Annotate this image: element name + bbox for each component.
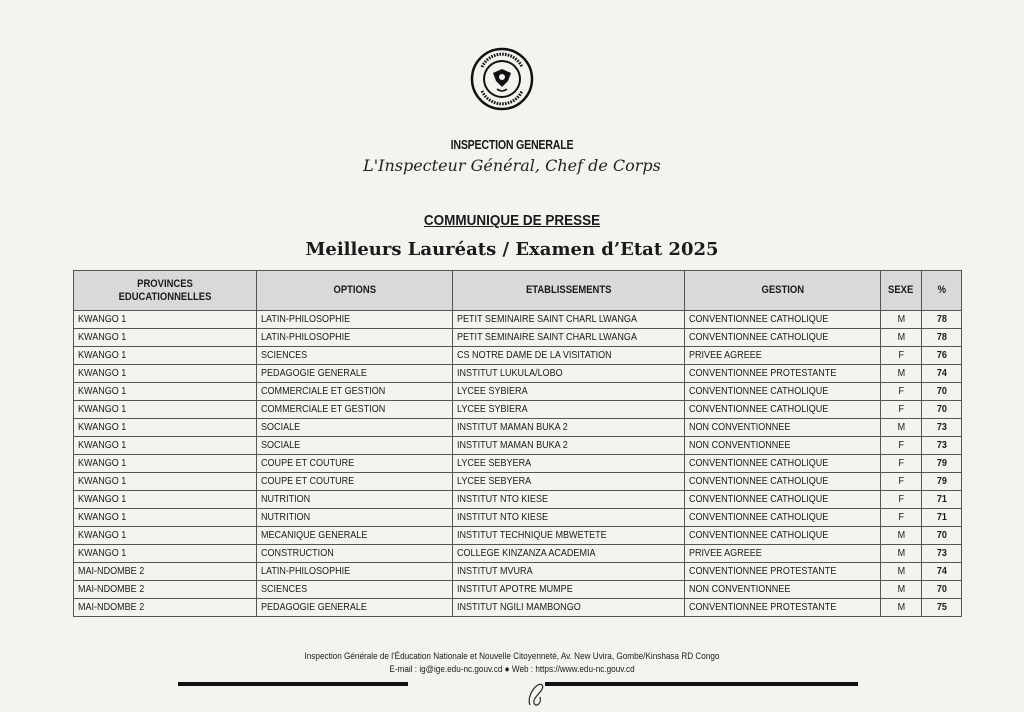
province-cell: KWANGO 1 (74, 401, 257, 419)
option-cell: SCIENCES (257, 581, 453, 599)
province-cell: KWANGO 1 (74, 437, 257, 455)
etablissement-cell: INSTITUT TECHNIQUE MBWETETE (453, 527, 685, 545)
sexe-cell: M (881, 329, 922, 347)
table-row (74, 545, 962, 563)
sexe-cell: M (881, 545, 922, 563)
percent-cell: 76 (922, 347, 962, 365)
gestion-cell: CONVENTIONNEE CATHOLIQUE (685, 455, 881, 473)
percent-cell: 73 (922, 419, 962, 437)
footer-contact: E-mail : ig@ige.edu-nc.gouv.cd ● Web : https://www.edu-nc.gouv.cd (389, 664, 635, 675)
table-row (74, 437, 962, 455)
signatory-title: L'Inspecteur Général, Chef de Corps (363, 156, 661, 175)
gestion-cell: CONVENTIONNEE PROTESTANTE (685, 599, 881, 617)
gestion-cell: CONVENTIONNEE CATHOLIQUE (685, 383, 881, 401)
province-cell: KWANGO 1 (74, 419, 257, 437)
gestion-cell: CONVENTIONNEE PROTESTANTE (685, 563, 881, 581)
option-cell: CONSTRUCTION (257, 545, 453, 563)
gestion-cell: NON CONVENTIONNEE (685, 581, 881, 599)
option-cell: COUPE ET COUTURE (257, 455, 453, 473)
sexe-cell: M (881, 365, 922, 383)
etablissement-cell: PETIT SEMINAIRE SAINT CHARL LWANGA (453, 329, 685, 347)
gestion-cell: CONVENTIONNEE CATHOLIQUE (685, 527, 881, 545)
etablissement-cell: INSTITUT NTO KIESE (453, 509, 685, 527)
table-row (74, 329, 962, 347)
column-header-etablissements: ETABLISSEMENTS (453, 271, 685, 311)
table-row (74, 311, 962, 329)
table-row (74, 473, 962, 491)
table-row (74, 401, 962, 419)
etablissement-cell: PETIT SEMINAIRE SAINT CHARL LWANGA (453, 311, 685, 329)
laureates-table (73, 270, 962, 617)
gestion-cell: CONVENTIONNEE CATHOLIQUE (685, 491, 881, 509)
percent-cell: 70 (922, 401, 962, 419)
gestion-cell: CONVENTIONNEE CATHOLIQUE (685, 329, 881, 347)
document-title: Meilleurs Lauréats / Examen d’Etat 2025 (305, 239, 719, 260)
province-cell: MAI-NDOMBE 2 (74, 581, 257, 599)
sexe-cell: M (881, 419, 922, 437)
sexe-cell: M (881, 311, 922, 329)
sexe-cell: F (881, 401, 922, 419)
column-header-options: OPTIONS (257, 271, 453, 311)
etablissement-cell: LYCEE SYBIERA (453, 383, 685, 401)
province-cell: KWANGO 1 (74, 311, 257, 329)
option-cell: NUTRITION (257, 509, 453, 527)
etablissement-cell: CS NOTRE DAME DE LA VISITATION (453, 347, 685, 365)
percent-cell: 71 (922, 491, 962, 509)
press-release-label: COMMUNIQUE DE PRESSE (423, 212, 601, 229)
province-cell: KWANGO 1 (74, 545, 257, 563)
percent-cell: 73 (922, 437, 962, 455)
etablissement-cell: INSTITUT NTO KIESE (453, 491, 685, 509)
table-header-row (74, 271, 962, 311)
province-cell: KWANGO 1 (74, 383, 257, 401)
percent-cell: 70 (922, 581, 962, 599)
etablissement-cell: INSTITUT MVURA (453, 563, 685, 581)
option-cell: SOCIALE (257, 437, 453, 455)
option-cell: SCIENCES (257, 347, 453, 365)
gestion-cell: CONVENTIONNEE CATHOLIQUE (685, 509, 881, 527)
option-cell: COMMERCIALE ET GESTION (257, 383, 453, 401)
footer-rule-left (178, 682, 408, 686)
sexe-cell: M (881, 527, 922, 545)
option-cell: COUPE ET COUTURE (257, 473, 453, 491)
official-seal (470, 47, 534, 111)
province-cell: KWANGO 1 (74, 329, 257, 347)
table-row (74, 455, 962, 473)
footer-address: Inspection Générale de l'Éducation Nationale et Nouvelle Citoyenneté, Av. New Uvira, Gombe/Kinshasa RD Congo (304, 651, 720, 662)
province-cell: KWANGO 1 (74, 509, 257, 527)
province-cell: KWANGO 1 (74, 455, 257, 473)
table-row (74, 383, 962, 401)
option-cell: LATIN-PHILOSOPHIE (257, 563, 453, 581)
gestion-cell: CONVENTIONNEE CATHOLIQUE (685, 311, 881, 329)
gestion-cell: CONVENTIONNEE PROTESTANTE (685, 365, 881, 383)
table-row (74, 527, 962, 545)
table-row (74, 347, 962, 365)
percent-cell: 70 (922, 383, 962, 401)
percent-cell: 74 (922, 365, 962, 383)
etablissement-cell: INSTITUT MAMAN BUKA 2 (453, 419, 685, 437)
percent-cell: 70 (922, 527, 962, 545)
percent-cell: 75 (922, 599, 962, 617)
etablissement-cell: LYCEE SEBYERA (453, 473, 685, 491)
sexe-cell: F (881, 347, 922, 365)
etablissement-cell: INSTITUT MAMAN BUKA 2 (453, 437, 685, 455)
percent-cell: 78 (922, 311, 962, 329)
sexe-cell: F (881, 473, 922, 491)
table-row (74, 419, 962, 437)
table-row (74, 599, 962, 617)
gestion-cell: CONVENTIONNEE CATHOLIQUE (685, 473, 881, 491)
province-cell: KWANGO 1 (74, 347, 257, 365)
option-cell: NUTRITION (257, 491, 453, 509)
percent-cell: 78 (922, 329, 962, 347)
table-row (74, 365, 962, 383)
province-cell: KWANGO 1 (74, 365, 257, 383)
gestion-cell: NON CONVENTIONNEE (685, 437, 881, 455)
column-header-percent: % (922, 271, 962, 311)
etablissement-cell: COLLEGE KINZANZA ACADEMIA (453, 545, 685, 563)
etablissement-cell: INSTITUT LUKULA/LOBO (453, 365, 685, 383)
table-row (74, 491, 962, 509)
option-cell: LATIN-PHILOSOPHIE (257, 311, 453, 329)
gestion-cell: PRIVEE AGREEE (685, 347, 881, 365)
option-cell: PEDAGOGIE GENERALE (257, 365, 453, 383)
sexe-cell: M (881, 563, 922, 581)
gestion-cell: NON CONVENTIONNEE (685, 419, 881, 437)
etablissement-cell: INSTITUT NGILI MAMBONGO (453, 599, 685, 617)
table-row (74, 563, 962, 581)
etablissement-cell: INSTITUT APOTRE MUMPE (453, 581, 685, 599)
percent-cell: 71 (922, 509, 962, 527)
sexe-cell: F (881, 437, 922, 455)
sexe-cell: F (881, 491, 922, 509)
percent-cell: 79 (922, 455, 962, 473)
etablissement-cell: LYCEE SYBIERA (453, 401, 685, 419)
table-row (74, 509, 962, 527)
option-cell: MECANIQUE GENERALE (257, 527, 453, 545)
option-cell: COMMERCIALE ET GESTION (257, 401, 453, 419)
province-cell: KWANGO 1 (74, 473, 257, 491)
table-row (74, 581, 962, 599)
province-cell: MAI-NDOMBE 2 (74, 563, 257, 581)
percent-cell: 73 (922, 545, 962, 563)
province-cell: MAI-NDOMBE 2 (74, 599, 257, 617)
sexe-cell: M (881, 581, 922, 599)
footer-rule-right (545, 682, 858, 686)
organization-name: INSPECTION GENERALE (450, 137, 574, 152)
option-cell: PEDAGOGIE GENERALE (257, 599, 453, 617)
gestion-cell: CONVENTIONNEE CATHOLIQUE (685, 401, 881, 419)
sexe-cell: F (881, 509, 922, 527)
sexe-cell: F (881, 455, 922, 473)
initials-mark (524, 675, 548, 709)
option-cell: SOCIALE (257, 419, 453, 437)
province-cell: KWANGO 1 (74, 491, 257, 509)
sexe-cell: M (881, 599, 922, 617)
percent-cell: 79 (922, 473, 962, 491)
gestion-cell: PRIVEE AGREEE (685, 545, 881, 563)
column-header-provinces: PROVINCES EDUCATIONNELLES (74, 271, 257, 311)
column-header-sexe: SEXE (881, 271, 922, 311)
column-header-gestion: GESTION (685, 271, 881, 311)
province-cell: KWANGO 1 (74, 527, 257, 545)
etablissement-cell: LYCEE SEBYERA (453, 455, 685, 473)
option-cell: LATIN-PHILOSOPHIE (257, 329, 453, 347)
sexe-cell: F (881, 383, 922, 401)
percent-cell: 74 (922, 563, 962, 581)
